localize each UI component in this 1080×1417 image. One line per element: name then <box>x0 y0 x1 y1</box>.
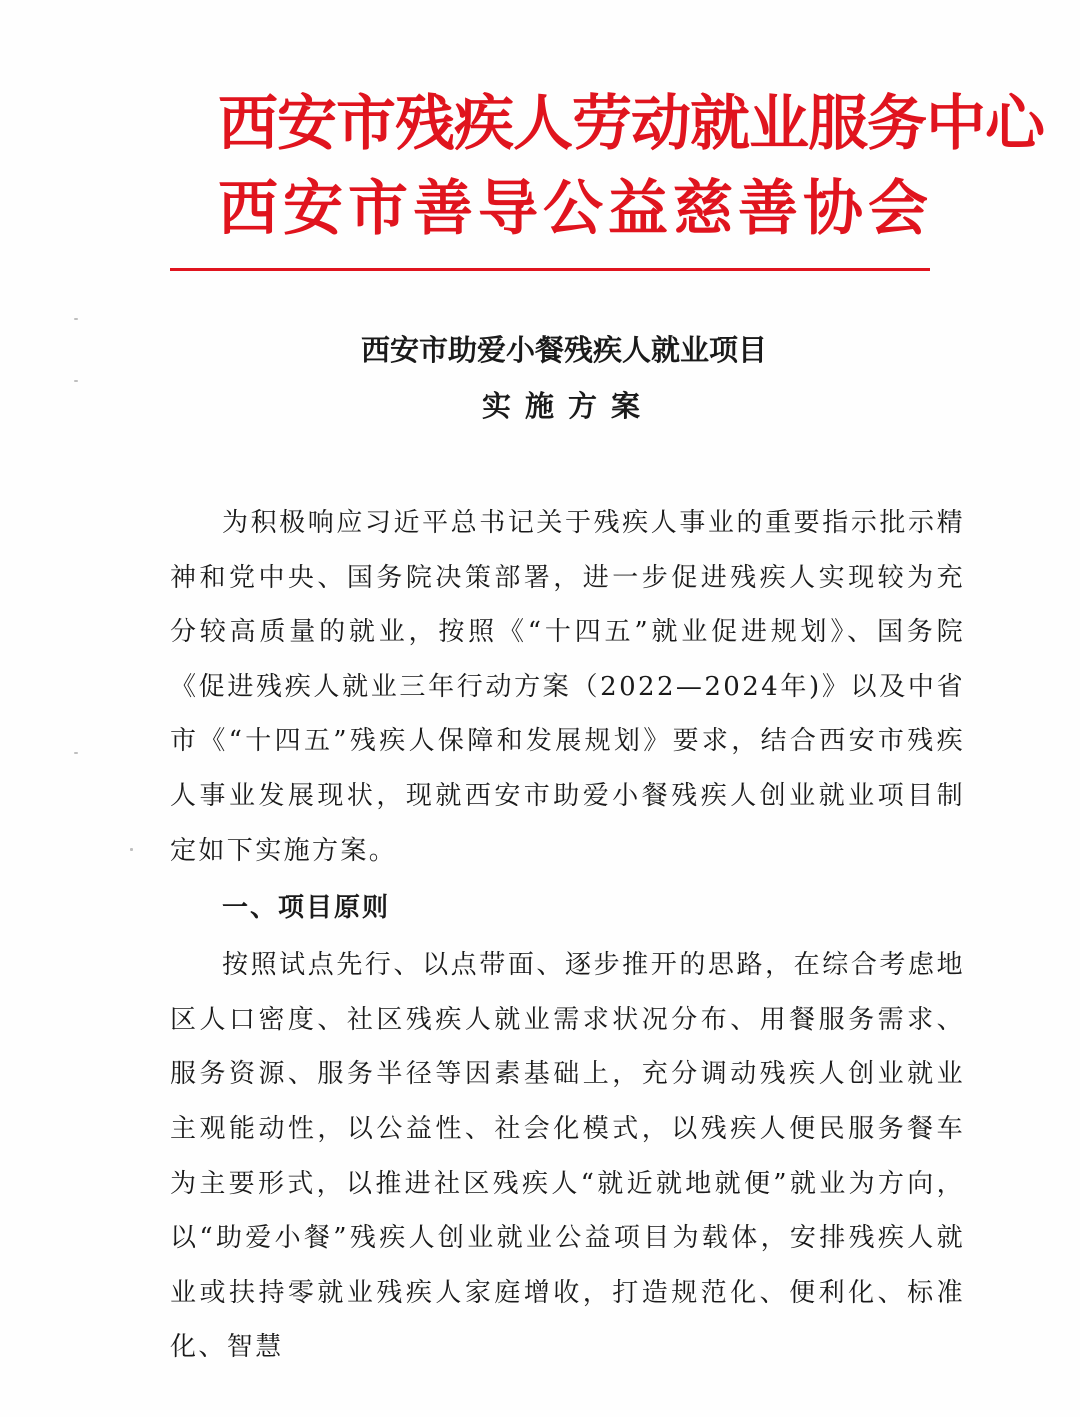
section-heading: 一、项目原则 <box>222 893 391 924</box>
header-divider <box>170 268 930 271</box>
org-name-line-1: 西安市残疾人劳动就业服务中心 <box>218 89 1044 159</box>
document-title: 西安市助爱小餐残疾人就业项目 <box>360 333 767 367</box>
org-name-line-2: 西安市善导公益慈善协会 <box>218 174 933 244</box>
document-body <box>170 496 965 1375</box>
intro-paragraph: 为积极响应习近平总书记关于残疾人事业的重要指示批示精神和党中央、国务院决策部署，进一步促进残疾人实现较为充分较高质量的就业，按照《“十四五”就业促进规划》、国务院《促进残疾人就业三年行动方案（2022—2024年)》以及中省市《“十四五”残疾人保障和发展规划》要求，结合西安市残疾人事业发展现状，现就西安市助爱小餐残疾人创业就业项目制定如下实施方案。 <box>170 508 965 866</box>
section-paragraph: 按照试点先行、以点带面、逐步推开的思路，在综合考虑地区人口密度、社区残疾人就业需求状况分布、用餐服务需求、服务资源、服务半径等因素基础上，充分调动残疾人创业就业主观能动性，以公益性、社会化模式，以残疾人便民服务餐车为主要形式，以推进社区残疾人“就近就地就便”就业为方向，以“助爱小餐”残疾人创业就业公益项目为载体，安排残疾人就业或扶持零就业残疾人家庭增收，打造规范化、便利化、标准化、智慧 <box>170 950 965 1363</box>
document-subtitle: 实施方案 <box>481 389 654 423</box>
